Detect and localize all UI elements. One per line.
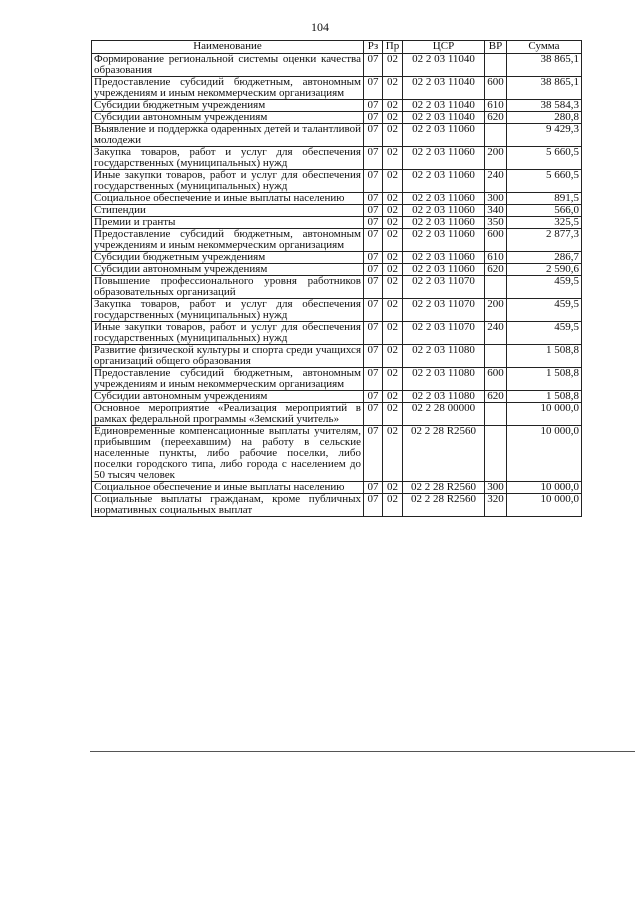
cell-pr: 02 — [383, 193, 403, 205]
cell-vr: 610 — [485, 252, 507, 264]
cell-name: Субсидии бюджетным учреждениям — [92, 252, 364, 264]
cell-pr: 02 — [383, 403, 403, 426]
cell-sum: 459,5 — [507, 299, 582, 322]
cell-vr: 600 — [485, 77, 507, 100]
table-row — [92, 482, 582, 494]
cell-sum: 1 508,8 — [507, 345, 582, 368]
cell-pr: 02 — [383, 77, 403, 100]
cell-csr: 02 2 03 11060 — [403, 193, 485, 205]
cell-name: Иные закупки товаров, работ и услуг для обеспечения государственных (муниципальных) нужд — [92, 322, 364, 345]
cell-rz: 07 — [364, 403, 383, 426]
cell-rz: 07 — [364, 391, 383, 403]
cell-sum: 891,5 — [507, 193, 582, 205]
cell-vr: 240 — [485, 170, 507, 193]
cell-csr: 02 2 03 11080 — [403, 368, 485, 391]
cell-name: Социальные выплаты гражданам, кроме публичных нормативных социальных выплат — [92, 494, 364, 517]
cell-name: Предоставление субсидий бюджетным, автономным учреждениям и иным некоммерческим организациям — [92, 368, 364, 391]
cell-name: Социальное обеспечение и иные выплаты населению — [92, 482, 364, 494]
budget-table — [91, 40, 582, 517]
cell-rz: 07 — [364, 147, 383, 170]
cell-vr: 610 — [485, 100, 507, 112]
cell-rz: 07 — [364, 193, 383, 205]
cell-vr — [485, 124, 507, 147]
cell-pr: 02 — [383, 252, 403, 264]
cell-pr: 02 — [383, 322, 403, 345]
cell-sum: 9 429,3 — [507, 124, 582, 147]
cell-pr: 02 — [383, 205, 403, 217]
cell-sum: 10 000,0 — [507, 403, 582, 426]
cell-sum: 2 877,3 — [507, 229, 582, 252]
cell-csr: 02 2 28 R2560 — [403, 426, 485, 482]
cell-vr: 200 — [485, 299, 507, 322]
cell-rz: 07 — [364, 112, 383, 124]
cell-vr: 320 — [485, 494, 507, 517]
table-row — [92, 494, 582, 517]
cell-name: Предоставление субсидий бюджетным, автономным учреждениям и иным некоммерческим организациям — [92, 229, 364, 252]
header-pr: Пр — [383, 41, 403, 54]
cell-sum: 459,5 — [507, 322, 582, 345]
cell-csr: 02 2 03 11040 — [403, 100, 485, 112]
cell-csr: 02 2 03 11070 — [403, 276, 485, 299]
cell-pr: 02 — [383, 170, 403, 193]
cell-vr: 300 — [485, 193, 507, 205]
cell-vr: 600 — [485, 368, 507, 391]
header-csr: ЦСР — [403, 41, 485, 54]
table-row — [92, 322, 582, 345]
cell-name: Стипендии — [92, 205, 364, 217]
cell-name: Развитие физической культуры и спорта среди учащихся организаций общего образования — [92, 345, 364, 368]
table-row — [92, 217, 582, 229]
cell-vr: 240 — [485, 322, 507, 345]
cell-pr: 02 — [383, 112, 403, 124]
header-sum: Сумма — [507, 41, 582, 54]
cell-name: Премии и гранты — [92, 217, 364, 229]
table-row — [92, 54, 582, 77]
cell-pr: 02 — [383, 229, 403, 252]
table-row — [92, 112, 582, 124]
cell-csr: 02 2 03 11070 — [403, 299, 485, 322]
cell-rz: 07 — [364, 276, 383, 299]
cell-rz: 07 — [364, 345, 383, 368]
cell-rz: 07 — [364, 205, 383, 217]
cell-vr: 620 — [485, 264, 507, 276]
cell-vr — [485, 276, 507, 299]
cell-sum: 325,5 — [507, 217, 582, 229]
cell-vr: 620 — [485, 391, 507, 403]
cell-name: Субсидии автономным учреждениям — [92, 264, 364, 276]
cell-name: Субсидии бюджетным учреждениям — [92, 100, 364, 112]
cell-pr: 02 — [383, 391, 403, 403]
cell-name: Субсидии автономным учреждениям — [92, 112, 364, 124]
cell-name: Закупка товаров, работ и услуг для обеспечения государственных (муниципальных) нужд — [92, 299, 364, 322]
table-row — [92, 205, 582, 217]
cell-csr: 02 2 03 11060 — [403, 217, 485, 229]
cell-csr: 02 2 28 R2560 — [403, 482, 485, 494]
table-body — [92, 54, 582, 517]
cell-sum: 38 865,1 — [507, 77, 582, 100]
bottom-divider — [90, 751, 635, 752]
table-row — [92, 345, 582, 368]
cell-vr: 350 — [485, 217, 507, 229]
cell-csr: 02 2 03 11070 — [403, 322, 485, 345]
cell-csr: 02 2 03 11060 — [403, 205, 485, 217]
cell-sum: 566,0 — [507, 205, 582, 217]
cell-pr: 02 — [383, 345, 403, 368]
cell-rz: 07 — [364, 170, 383, 193]
table-row — [92, 252, 582, 264]
cell-pr: 02 — [383, 368, 403, 391]
cell-name: Основное мероприятие «Реализация мероприятий в рамках федеральной программы «Земский учитель» — [92, 403, 364, 426]
table-row — [92, 193, 582, 205]
cell-pr: 02 — [383, 276, 403, 299]
table-header — [92, 41, 582, 54]
cell-pr: 02 — [383, 264, 403, 276]
table-row — [92, 147, 582, 170]
cell-name: Формирование региональной системы оценки качества образования — [92, 54, 364, 77]
cell-rz: 07 — [364, 482, 383, 494]
cell-pr: 02 — [383, 217, 403, 229]
cell-pr: 02 — [383, 124, 403, 147]
cell-csr: 02 2 03 11060 — [403, 147, 485, 170]
cell-rz: 07 — [364, 124, 383, 147]
cell-csr: 02 2 03 11060 — [403, 252, 485, 264]
cell-csr: 02 2 03 11060 — [403, 124, 485, 147]
cell-rz: 07 — [364, 494, 383, 517]
cell-sum: 1 508,8 — [507, 391, 582, 403]
cell-pr: 02 — [383, 426, 403, 482]
cell-name: Субсидии автономным учреждениям — [92, 391, 364, 403]
cell-sum: 2 590,6 — [507, 264, 582, 276]
cell-rz: 07 — [364, 229, 383, 252]
cell-pr: 02 — [383, 494, 403, 517]
cell-vr: 200 — [485, 147, 507, 170]
table-row — [92, 100, 582, 112]
cell-pr: 02 — [383, 100, 403, 112]
cell-rz: 07 — [364, 264, 383, 276]
cell-vr: 340 — [485, 205, 507, 217]
cell-sum: 38 584,3 — [507, 100, 582, 112]
cell-pr: 02 — [383, 147, 403, 170]
table-row — [92, 77, 582, 100]
cell-csr: 02 2 03 11060 — [403, 170, 485, 193]
cell-rz: 07 — [364, 100, 383, 112]
cell-sum: 5 660,5 — [507, 170, 582, 193]
table-row — [92, 264, 582, 276]
cell-pr: 02 — [383, 482, 403, 494]
cell-rz: 07 — [364, 426, 383, 482]
header-name: Наименование — [92, 41, 364, 54]
cell-name: Иные закупки товаров, работ и услуг для обеспечения государственных (муниципальных) нужд — [92, 170, 364, 193]
cell-vr — [485, 403, 507, 426]
cell-sum: 5 660,5 — [507, 147, 582, 170]
cell-sum: 38 865,1 — [507, 54, 582, 77]
table-row — [92, 170, 582, 193]
cell-sum: 280,8 — [507, 112, 582, 124]
table-row — [92, 403, 582, 426]
cell-name: Единовременные компенсационные выплаты учителям, прибывшим (переехавшим) на работу в сельские населенные пункты, либо рабочие поселки, либо поселки городского типа, либо города с населением до 50 тысяч человек — [92, 426, 364, 482]
cell-csr: 02 2 03 11040 — [403, 54, 485, 77]
cell-vr: 620 — [485, 112, 507, 124]
header-rz: Рз — [364, 41, 383, 54]
cell-name: Закупка товаров, работ и услуг для обеспечения государственных (муниципальных) нужд — [92, 147, 364, 170]
cell-name: Повышение профессионального уровня работников образовательных организаций — [92, 276, 364, 299]
cell-csr: 02 2 03 11040 — [403, 77, 485, 100]
cell-rz: 07 — [364, 252, 383, 264]
cell-csr: 02 2 28 00000 — [403, 403, 485, 426]
cell-rz: 07 — [364, 322, 383, 345]
cell-csr: 02 2 03 11060 — [403, 264, 485, 276]
cell-sum: 286,7 — [507, 252, 582, 264]
cell-vr — [485, 426, 507, 482]
table-row — [92, 229, 582, 252]
cell-csr: 02 2 03 11080 — [403, 345, 485, 368]
cell-sum: 459,5 — [507, 276, 582, 299]
table-row — [92, 426, 582, 482]
cell-csr: 02 2 28 R2560 — [403, 494, 485, 517]
cell-vr — [485, 54, 507, 77]
cell-rz: 07 — [364, 217, 383, 229]
cell-name: Предоставление субсидий бюджетным, автономным учреждениям и иным некоммерческим организациям — [92, 77, 364, 100]
table-row — [92, 124, 582, 147]
cell-pr: 02 — [383, 299, 403, 322]
table-row — [92, 299, 582, 322]
cell-rz: 07 — [364, 299, 383, 322]
cell-sum: 1 508,8 — [507, 368, 582, 391]
table-row — [92, 391, 582, 403]
cell-sum: 10 000,0 — [507, 494, 582, 517]
page-number: 104 — [311, 20, 329, 34]
cell-rz: 07 — [364, 54, 383, 77]
cell-sum: 10 000,0 — [507, 482, 582, 494]
cell-csr: 02 2 03 11060 — [403, 229, 485, 252]
table-row — [92, 368, 582, 391]
cell-csr: 02 2 03 11040 — [403, 112, 485, 124]
cell-sum: 10 000,0 — [507, 426, 582, 482]
cell-rz: 07 — [364, 77, 383, 100]
cell-vr: 600 — [485, 229, 507, 252]
cell-csr: 02 2 03 11080 — [403, 391, 485, 403]
cell-rz: 07 — [364, 368, 383, 391]
cell-vr: 300 — [485, 482, 507, 494]
cell-vr — [485, 345, 507, 368]
header-vr: ВР — [485, 41, 507, 54]
cell-name: Выявление и поддержка одаренных детей и талантливой молодежи — [92, 124, 364, 147]
table-row — [92, 276, 582, 299]
cell-name: Социальное обеспечение и иные выплаты населению — [92, 193, 364, 205]
cell-pr: 02 — [383, 54, 403, 77]
